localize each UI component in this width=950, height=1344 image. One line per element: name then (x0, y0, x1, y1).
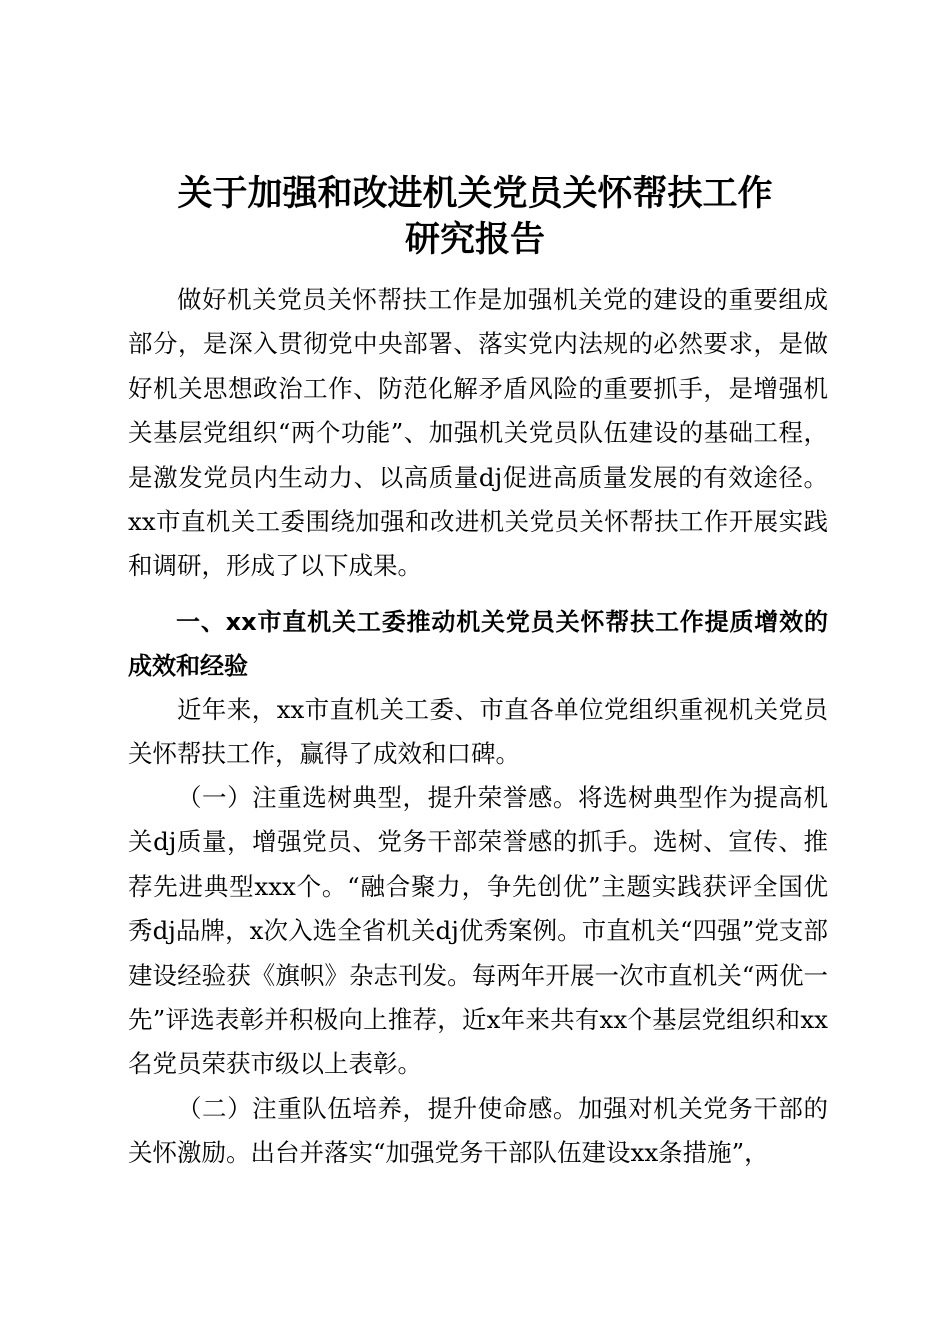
paragraph-subsection-1: （一）注重选树典型，提升荣誉感。将选树典型作为提高机关dj质量，增强党员、党务干部荣誉感的抓手。选树、宣传、推荐先进典型xxx个。“融合聚力，争先创优”主题实践获评全国优秀dj品牌，x次入选全省机关dj优秀案例。市直机关“四强”党支部建设经验获《旗帜》杂志刊发。每两年开展一次市直机关“两优一先”评选表彰并积极向上推荐，近x年来共有xx个基层党组织和xx名党员荣获市级以上表彰。 (128, 783, 828, 1079)
paragraph-section-1-intro: 近年来，xx市直机关工委、市直各单位党组织重视机关党员关怀帮扶工作，赢得了成效和口碑。 (128, 695, 828, 769)
paragraph-intro: 做好机关党员关怀帮扶工作是加强机关党的建设的重要组成部分，是深入贯彻党中央部署、落实党内法规的必然要求，是做好机关思想政治工作、防范化解矛盾风险的重要抓手，是增强机关基层党组织“两个功能”、加强机关党员队伍建设的基础工程，是激发党员内生动力、以高质量dj促进高质量发展的有效途径。xx市直机关工委围绕加强和改进机关党员关怀帮扶工作开展实践和调研，形成了以下成果。 (128, 285, 828, 581)
document-title-line-1: 关于加强和改进机关党员关怀帮扶工作 (177, 174, 773, 214)
section-heading-1: 一、xx市直机关工委推动机关党员关怀帮扶工作提质增效的成效和经验 (128, 608, 828, 681)
paragraph-subsection-2: （二）注重队伍培养，提升使命感。加强对机关党务干部的关怀激励。出台并落实“加强党务干部队伍建设xx条措施”， (128, 1094, 828, 1168)
document-title-line-2: 研究报告 (404, 220, 545, 260)
